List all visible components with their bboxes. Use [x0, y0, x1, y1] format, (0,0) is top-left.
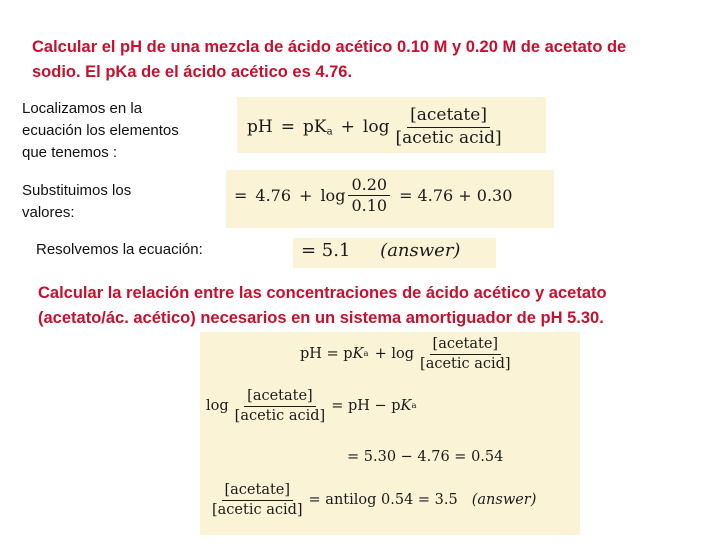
pk-text: pK [302, 116, 327, 137]
answer-tag: (answer) [471, 492, 537, 509]
solution-line-4 [206, 482, 536, 518]
ratio-log-value: = 5.30 − 4.76 = 0.54 [347, 449, 504, 465]
pk-subscript: a [326, 126, 333, 138]
solution-line-2 [206, 388, 417, 424]
step1-label-line: que tenemos : [22, 144, 118, 161]
plus-log: + log [374, 346, 415, 363]
antilog-result: = antilog 0.54 = 3.5 [308, 492, 458, 509]
equals-sign: = [234, 186, 248, 206]
acid-denominator: [acetic acid] [395, 127, 502, 148]
step3-label: Resolvemos la ecuación: [36, 241, 203, 258]
step1-label-line: Localizamos en la [22, 100, 143, 117]
log-text: log [320, 186, 346, 206]
plus-sign: + [340, 117, 355, 138]
result-value: = 5.1 [301, 240, 351, 261]
k-symbol: K [352, 346, 364, 363]
step1-label-line: ecuación los elementos [22, 122, 179, 139]
problem1-line2: sodio. El pKa de el ácido acético es 4.76. [32, 63, 353, 81]
ratio-fraction [232, 388, 329, 424]
acetate-numerator: [acetate] [244, 388, 316, 407]
problem1-line1: Calcular el pH de una mezcla de ácido acético 0.10 M y 0.20 M de acetato de [32, 38, 627, 56]
k-subscript: a [363, 349, 369, 360]
intermediate-result: = 4.76 + 0.30 [399, 186, 513, 206]
concentration-ratio [392, 106, 504, 148]
acid-denominator: [acetic acid] [234, 407, 326, 424]
step2-label-line: valores: [22, 204, 75, 221]
final-result [293, 238, 496, 268]
henderson-equation [237, 97, 546, 153]
acid-value: 0.10 [351, 196, 388, 216]
acetate-value: 0.20 [348, 176, 390, 196]
step2-label-line: Substituimos los [22, 182, 132, 199]
pka-value: 4.76 [255, 186, 292, 206]
log-text: log [206, 398, 229, 415]
acid-denominator: [acetic acid] [420, 355, 511, 372]
problem2-line1: Calcular la relación entre las concentraciones de ácido acético y acetato [38, 284, 607, 302]
k-subscript: a [411, 401, 417, 412]
substituted-equation [226, 170, 554, 228]
solution-line-1 [300, 336, 517, 372]
solution-line-3 [347, 449, 503, 465]
ph-symbol: pH [247, 117, 273, 138]
acid-denominator: [acetic acid] [212, 501, 303, 518]
step2-label [22, 180, 131, 224]
pka-symbol [303, 117, 333, 138]
acetate-numerator: [acetate] [222, 482, 294, 501]
problem2-statement [38, 281, 607, 331]
plus-sign: + [299, 186, 313, 206]
acetate-numerator: [acetate] [407, 106, 490, 128]
answer-tag: (answer) [380, 240, 461, 261]
value-ratio [348, 176, 390, 216]
k-symbol: K [400, 398, 412, 415]
problem2-line2: (acetato/ác. acético) necesarios en un sistema amortiguador de pH 5.30. [38, 309, 604, 327]
ratio-solution [200, 332, 580, 535]
ratio-fraction [209, 482, 306, 518]
ratio-fraction [417, 336, 514, 372]
ph-equals-p: pH = p [300, 346, 353, 363]
acetate-numerator: [acetate] [430, 336, 502, 355]
log-text: log [362, 117, 390, 138]
ph-minus-p: = pH − p [331, 398, 401, 415]
equals-sign: = [280, 117, 295, 138]
problem1-statement [32, 35, 626, 85]
step1-label [22, 98, 179, 164]
